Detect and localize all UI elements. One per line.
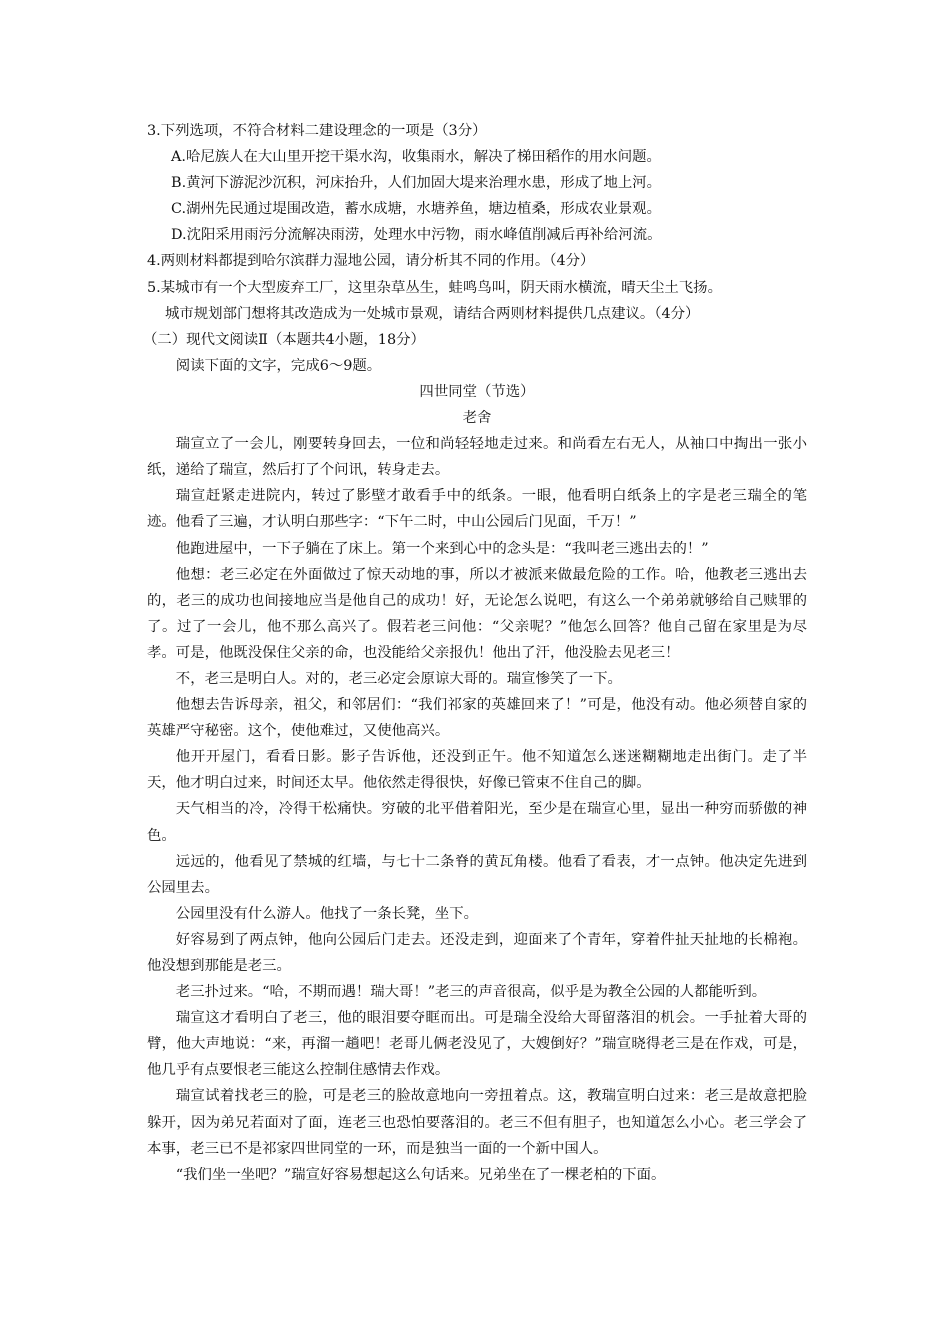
question-4: 4.两则材料都提到哈尔滨群力湿地公园，请分析其不同的作用。（4分） — [147, 253, 595, 270]
article-paragraph: 老三扑过来。“哈，不期而遇！瑞大哥！”老三的声音很高，似乎是为教全公园的人都能听到。 — [175, 984, 767, 1001]
question-5-line-1: 5.某城市有一个大型废弃工厂，这里杂草丛生，蛙鸣鸟叫，阴天雨水横流，晴天尘土飞扬。 — [147, 279, 722, 296]
article-title: 四世同堂（节选） — [419, 383, 535, 400]
article-paragraph: 天气相当的冷，冷得干松痛快。穷破的北平借着阳光，至少是在瑞宣心里，显出一种穷而骄傲的神色。 — [147, 801, 807, 844]
article-paragraph: 公园里没有什么游人。他找了一条长凳，坐下。 — [175, 905, 479, 922]
question-3-stem: 3.下列选项，不符合材料二建设理念的一项是（3分） — [147, 123, 487, 139]
question-3-option-d: D.沈阳采用雨污分流解决雨涝，处理水中污物，雨水峰值削减后再补给河流。 — [171, 227, 662, 244]
article-paragraph: 瑞宣这才看明白了老三，他的眼泪要夺眶而出。可是瑞全没给大哥留落泪的机会。一手扯着大哥的臂，他大声地说：“来，再溜一趟吧！老哥儿俩老没见了，大嫂倒好？”瑞宣晓得老三是在作戏，可是，他几乎有点要恨老三能这么控制住感情去作戏。 — [147, 1010, 807, 1079]
article-paragraph: 远远的，他看见了禁城的红墙，与七十二条脊的黄瓦角楼。他看了看表，才一点钟。他决定先进到公园里去。 — [147, 853, 807, 896]
question-3-option-a: A.哈尼族人在大山里开挖干渠水沟，收集雨水，解决了梯田稻作的用水问题。 — [171, 149, 661, 166]
article-paragraph: 好容易到了两点钟，他向公园后门走去。还没走到，迎面来了个青年，穿着件扯天扯地的长棉袍。他没想到那能是老三。 — [147, 931, 807, 974]
question-3-option-c: C.湖州先民通过堤围改造，蓄水成塘，水塘养鱼，塘边植桑，形成农业景观。 — [171, 201, 661, 218]
article-paragraph: 瑞宣立了一会儿，刚要转身回去，一位和尚轻轻地走过来。和尚看左右无人，从袖口中掏出一张小纸，递给了瑞宣，然后打了个问讯，转身走去。 — [147, 436, 807, 479]
article-paragraph: 他跑进屋中，一下子躺在了床上。第一个来到心中的念头是：“我叫老三逃出去的！” — [175, 540, 709, 557]
article-paragraph: 不，老三是明白人。对的，老三必定会原谅大哥的。瑞宣惨笑了一下。 — [175, 670, 622, 687]
article-paragraph: 瑞宣试着找老三的脸，可是老三的脸故意地向一旁扭着点。这，教瑞宣明白过来：老三是故意把脸躲开，因为弟兄若面对了面，连老三也恐怕要落泪的。老三不但有胆子，也知道怎么小心。老三学会了本事，老三已不是祁家四世同堂的一环，而是独当一面的一个新中国人。 — [147, 1088, 807, 1157]
article-paragraph: 他开开屋门，看看日影。影子告诉他，还没到正午。他不知道怎么迷迷糊糊地走出街门。走了半天，他才明白过来，时间还太早。他依然走得很快，好像已管束不住自己的脚。 — [147, 749, 807, 792]
page-content — [143, 118, 807, 1188]
reading-instruction: 阅读下面的文字，完成6～9题。 — [175, 357, 382, 374]
article-paragraph: 瑞宣赶紧走进院内，转过了影壁才敢看手中的纸条。一眼，他看明白纸条上的字是老三瑞全的笔迹。他看了三遍，才认明白那些字：“下午二时，中山公园后门见面，千万！” — [147, 488, 807, 531]
question-5-line-2: 城市规划部门想将其改造成为一处城市景观，请结合两则材料提供几点建议。（4分） — [165, 305, 700, 322]
article-author: 老舍 — [462, 410, 492, 427]
question-3-option-b: B.黄河下游泥沙沉积，河床抬升，人们加固大堤来治理水患，形成了地上河。 — [171, 175, 662, 192]
article-paragraph: 他想去告诉母亲，祖父，和邻居们：“我们祁家的英雄回来了！”可是，他没有动。他必须替自家的英雄严守秘密。这个，使他难过，又使他高兴。 — [147, 697, 807, 740]
article-paragraph: 他想：老三必定在外面做过了惊天动地的事，所以才被派来做最危险的工作。哈，他教老三逃出去的，老三的成功也间接地应当是他自己的成功！好，无论怎么说吧，有这么一个弟弟就够给自己赎罪的了。过了一会儿，他不那么高兴了。假若老三问他：“父亲呢？”他怎么回答？他自己留在家里是为尽孝。可是，他既没保住父亲的命，也没能给父亲报仇！他出了汗，他没脸去见老三！ — [147, 566, 807, 661]
article-paragraph: “我们坐一坐吧？”瑞宣好容易想起这么句话来。兄弟坐在了一棵老柏的下面。 — [175, 1166, 666, 1183]
section-heading: （二）现代文阅读Ⅱ（本题共4小题，18分） — [143, 331, 425, 348]
